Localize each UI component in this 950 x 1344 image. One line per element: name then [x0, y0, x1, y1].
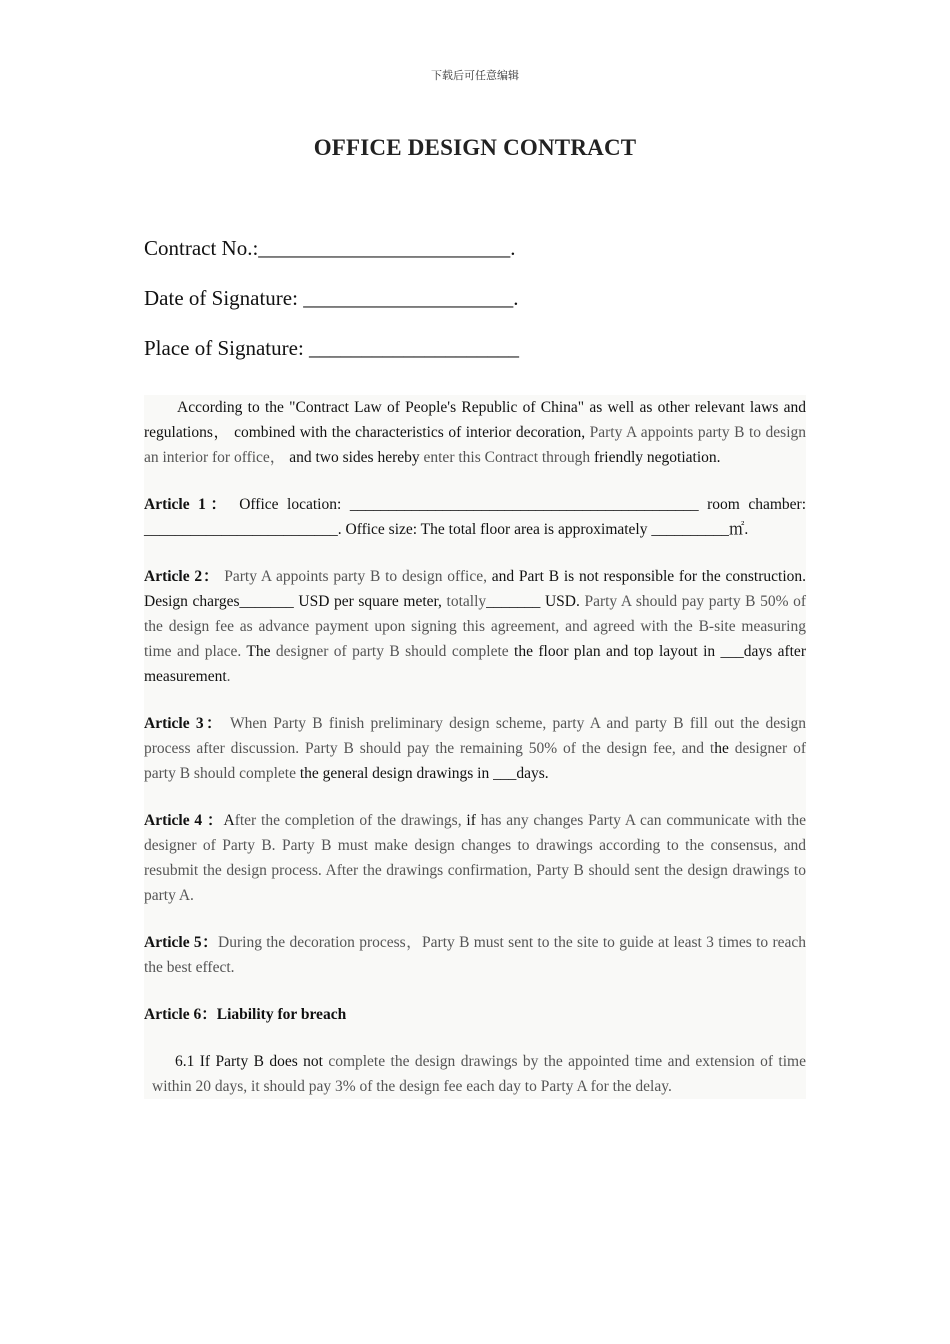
article-4	[144, 808, 806, 908]
header-note: 下载后可任意编辑	[431, 69, 519, 82]
article-3-label: Article 3：	[144, 715, 224, 732]
article-6-title: Liability for breach	[216, 1006, 347, 1023]
intro-text-4: enter this Contract through	[423, 449, 594, 466]
intro-paragraph	[144, 395, 806, 470]
article-3	[144, 711, 806, 786]
article-1	[144, 492, 806, 542]
intro-text-3: and two sides hereby	[289, 449, 424, 466]
intro-text-5: friendly negotiation.	[593, 449, 721, 466]
article-4-text-1: A	[223, 812, 235, 829]
clause-6-1	[144, 1049, 806, 1099]
article-6-heading	[144, 1002, 806, 1027]
intro-text-2: Party A appoints party B to design an interior for office，	[144, 424, 807, 466]
article-4-label: Article 4 ：	[144, 812, 224, 829]
article-2-text-3: totally	[446, 593, 487, 610]
article-3-text-2: he	[714, 740, 735, 757]
clause-6-1-text-1: 6.1 If Party B does not	[175, 1053, 329, 1070]
article-2-text-8: the floor plan and top layout in ___days after measurement	[144, 643, 806, 685]
article-2-text-2: and Part B is not responsible for the construction. Design charges_______ USD per square meter,	[144, 568, 807, 610]
clause-6-1-text-2: complete the design drawings by the appointed time and extension of time within 20 days, it should pay 3% of the design fee each day to Party A for the delay.	[152, 1053, 806, 1095]
intro-block	[144, 395, 806, 1099]
contract-body	[144, 395, 806, 1099]
article-2-label: Article 2：	[144, 568, 220, 585]
article-2-text-1: Party A appoints party B to design office,	[219, 568, 492, 585]
intro-text-1: According to the "Contract Law of People's Republic of China" as well as other relevant laws and regulations， combined with the characteristics of interior decoration,	[144, 399, 806, 441]
article-3-text-4: the general design drawings in ___days.	[299, 765, 549, 782]
place-of-signature-field: Place of Signature: ____________________	[144, 336, 520, 360]
article-2-text-6: The	[246, 643, 276, 660]
article-5-label: Article 5：	[144, 934, 219, 951]
contract-number-field: Contract No.:________________________.	[144, 236, 516, 260]
document-title: OFFICE DESIGN CONTRACT	[313, 135, 637, 160]
article-3-text-3: designer of party B should complete	[144, 740, 806, 782]
article-5	[144, 930, 806, 980]
article-4-text-4: has any changes Party A can communicate with the designer of Party B. Party B must make design changes to drawings according to the consensus, and resubmit the design process. After the drawings confirmation, Party B should sent the design drawings to party A.	[144, 812, 807, 904]
article-2-text-9: .	[226, 668, 231, 685]
article-2-text-5: Party A should pay party B 50% of the design fee as advance payment upon signing this agreement, and agreed with the B-site measuring time and place.	[144, 593, 806, 660]
article-5-text: During the decoration process，Party B must sent to the site to guide at least 3 times to reach the best effect.	[144, 934, 807, 976]
article-1-label: Article 1：	[144, 496, 231, 513]
article-3-text-1: When Party B finish preliminary design scheme, party A and party B fill out the design process after discussion. Party B should pay the remaining 50% of the design fee, and t	[144, 715, 806, 757]
article-6-label: Article 6：	[144, 1006, 217, 1023]
article-2	[144, 564, 806, 689]
article-4-text-2: fter the completion of the drawings,	[234, 812, 467, 829]
article-4-text-3: if	[466, 812, 481, 829]
date-of-signature-field: Date of Signature: ____________________.	[144, 286, 519, 310]
article-2-text-7: designer of party B should complete	[275, 643, 515, 660]
article-2-text-4: _______ USD.	[486, 593, 585, 610]
article-1-text: Office location: _____________________________________________ room chamber: _________________________. Office size: The total floor area is approximately __________㎡.	[144, 496, 807, 538]
